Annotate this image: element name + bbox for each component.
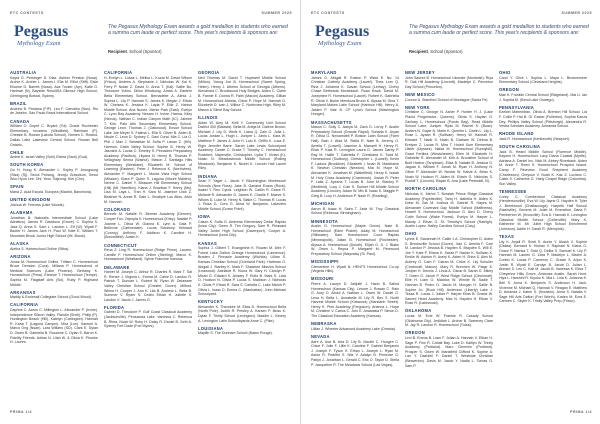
recipient-entry: Calum K. Sofia G. Andrews Elementary Cedar Rapids (Iowa City). Owen R. Tim Gregory. Sam R. Pleasant Valley Junior High School (Davenport). Cooper A. Homeschool (Iowa City).	[198, 219, 286, 238]
recipient-entry: Levi B. Emma B. Liam F. Julian A. Hannah V. Ethan H. Sage P. Finn R. Cobalt Bay. Luke D. Kaitlyn W. Trinity Academy (Portland). Marc Clemmin (Portland). Prosper S. Owen W. Mansfield Clifford K. Sophie A. Lan Y. Dashiell F. Daniel T. Westside Christian (Beaverton). Davis M. Jacob Y. Nadia L. Tomas G. Sam P.	[405, 336, 493, 368]
recipient-entry: Pierre A. Lauryn D. Jalijulth J. Harlo B. Salina Homeschool (Kansas City). Lenore J. Rowan C. Rain G. Aury O. Abdul A. Nathan L. Owen W. Daniel G. Lena H. Bella L. Annabelle M. Lily R. Bev S. North Harvest Middle School (Kirkwood) (Mandarin Street). Henry K. Pine Academy (Ferguson). Arianna L. Hope M. Christine V. Carlos C. Jorn E. Anastasia P. Simon D. The Classical Education Academy (Kansas).	[311, 281, 399, 319]
state-heading: RHODE ISLAND	[499, 131, 534, 137]
recipient-entry: Sean F. Yager L. Jacob Y. Bloomington Montessori Schools (New Ross). Jake B. Garland Evans (Rock). Isabel Y. Rev. Cyndi. Leighton W. Caitlin R. Grace R. Melanie R. Alexander D. James E. Charlie F. Maeve S. Wiloes D. Luke M. Henry N. Blake C. Thomas R. Lucas J. Rosa G. Cora G. Alma W. Benjamin. Lakeview Middle School (Crown Point).	[198, 179, 286, 211]
state-heading: KENTUCKY	[198, 299, 224, 305]
column-set	[311, 70, 592, 402]
recipient-entry: Ambel K. Israel Valley (Schl) Elsina (Sant) (Gud).	[10, 155, 89, 160]
page-footer	[311, 410, 592, 416]
recipient-entry: John Sacred B. Homeschool Ulcerate (Montclair). Riya R. Oak Hill Academy (Lincroft). Madelyn C. Princeton Day School (Princeton).	[405, 75, 493, 89]
column	[10, 70, 98, 402]
recipient-entry: James G. Abigail R. Easton P. Ward E. No. 14 Christian Cotterly Academy (Laurel). Thea Lum Q. Rina J. Johanna K. Gavan School (Lemay). Chevy Chase Bethesda Montessori. Ruan Kwok. David M. Josephine R. Homeschool (Laurel). Robert K. Gabriella R. Olivia V. Burke Mendoza Bruno K. Alyssa M. Gina T. Maryland Makes Latin School (Harbour Hill). Henry A. Jaiden P. Vale B. CP Lynch School (Washington Hunger).	[311, 75, 399, 117]
state-heading: CANADA	[10, 118, 30, 124]
recipient-format: School (Sponsor)	[129, 49, 162, 54]
state-heading: ARIZONA	[10, 253, 31, 259]
state-heading: GEORGIA	[198, 70, 220, 75]
state-heading: NORTH CAROLINA	[405, 186, 447, 192]
state-heading: SPAIN	[10, 184, 24, 190]
state-heading: NEW YORK	[405, 104, 430, 110]
recipient-entry: Connor A. Stamford School of Montague (Santa Fe).	[405, 97, 489, 102]
recipient-entry: Aaron B. Isaac H. Saira T. Jade W. Troy Classical School (Rebecca, Birmingham).	[311, 206, 399, 216]
recipient-entry: Andrew B. Pestana (FIP). Leo F. Carvalho (Nos). Rio de Janeiro, Sao Paulo Brazil International School.	[10, 106, 98, 116]
recipient-entry: Jack R. Homeschool (Kenilworth) (Newport).	[499, 136, 570, 141]
recipient-entry: Maddy & Ecclesall Collegiate School (Good Wood).	[10, 295, 92, 300]
state-heading: OREGON	[499, 87, 519, 93]
running-header	[10, 11, 292, 17]
state-heading: MICHIGAN	[311, 201, 335, 207]
state-heading: OREGON	[405, 330, 425, 336]
recipient-entry: Christine C. George N. Asher P. Hunter H. J. (Lake Placid Progressive, Queens). Olivia S. Haylan G. Zachary L. Homeschool (Ponds Bay). Read Middle School Lake, Juniper. Ryan M. Rachel S. (Boaz). Anders N. Gayle N. Marie K. Quentin L. Dariin L. Lily L. Rose L. Ayaan R. (Sullivan). Henry W. Hannah R. Edward T. Nadir S. Noah B. Graham W. Delma B. Erelyne Z. Lucas R. Mira T. Hulett Sum Elementary Ulster (Ulysses). Naisa M. Homeschool (Sunnyhill). Grant Fertibut (Westchester). Ellen M. Elizabeth H. Gabrielle R. Alexander M. Kirk A. Brookline School of Buhl Harbor (Tarrytown). Eliza B. Natalie B. Jessica G. Jaguar K. William F. Jonah M. Ryan H. Anthony N. Oliver P. Alexander W. Neofar W. Kaisle A. Brian K. Noah W. Hudson R. Aiden M. Edwin G. Nicholas S. Rudolf T. (Lincoln). Rayan B. Ana (Lake Peekskill, N).	[405, 110, 493, 184]
logo-word: Pegasus	[315, 23, 370, 40]
state-heading: DELAWARE	[104, 264, 130, 270]
state-heading: CALIFORNIA	[104, 70, 133, 75]
state-heading: COLORADO	[104, 206, 131, 212]
recipient-entry: Harriet M. Joseph C. Arthur R. Charles R. Mark T. Sal R. Renee J. Virginia L. Emma M. Caine D. Landon R. Patrick T. Duncan L. Robert W. Ryan W. Delaware Valley Christian School (Chester, Dover). Milford. Wilma H. Cooper J. Ann K. Lila B. Andrew L. Bella B. Summer V. Ryder S. Cedric Ethan H. Juliette S. Landon V. Jacob J. James G.	[104, 270, 192, 302]
intro-blurb: The Pegasus Mythology Exam awards a gold medallion to students who earned a summa cum laude or perfect score. This year's recipients & sponsors are:	[108, 24, 288, 37]
recipient-entry: Carol Y. Olive I. Sophia L. Maya L. Brownsmere Elementary School (Cleveland Heights).	[499, 75, 587, 85]
header-left-title: ETC CONTESTS	[10, 11, 44, 15]
recipient-entry: Austin D. Homeschool (Maple Grove). Nate B. Homeschool (Eden Prairie). Adaly M. Homeschool (Stillwater). Sam Homeschool Coon Rapids (Minneapolis). Julian B. Homeschool (Rochester). Alyssa A. Homeschool (Duluth). Elijah G. Ji. J. Blake W. Owen L. Reyna P. Margaret M. Pinewood Preparatory School (Wayzata) (St. Paul).	[311, 224, 399, 256]
state-heading: ARKANSAS	[10, 289, 36, 295]
column	[499, 70, 587, 402]
recipient-entry: Daphne C. Aaron C. Millington L. Alexander P. (Irvine). Independence Silicon Valley. Flandin (Sixth). Philip (P). Huntington Beach (HB). Katelyn (Carlington). Hannah R. Karla T. (Laguna Canyon). Mira (Lnn). Samuel A. Marco Ong (Nsan). Lara Willans (SD). Clark E. Dylan D. Owen B. Gabriella B. Rosanne C. Dylan S. Baron K. Fidelity Friends. Adrian N. Lilah W. & Olivia K. Phoebe H. Lauren.	[10, 308, 98, 345]
state-heading: TENNESSEE	[499, 189, 527, 195]
pegasus-logo	[315, 24, 379, 54]
state-heading: CONNECTICUT	[104, 242, 138, 248]
headline	[311, 22, 592, 64]
column	[405, 70, 493, 402]
recipient-entry: Jonas M. Homeschool Online. Triflam C. Homeschool Bruce Dension (Cora). Millana P. Homeschool of Medical Sciences (Lake Phoenix). Bethany K. Homeschool (Pima). Eleanor T. Homeschool (Tempe). Sophia M. Flagstaff Arts (Sci). Ruby P. Highland Middle.	[10, 259, 98, 287]
recipient-entry: Gabriel D. Theodore P. Gulf Coast Classical Academy (Jacksonville). Pensacola Lake. Vanessa C. Rebecca B. Rhea. Noah W. Ruby H. Daisy R. Daniel B. Seth A. Sydney Fort Dade (Fort Myers).	[104, 310, 192, 329]
state-heading: SOUTH CAROLINA	[499, 144, 541, 150]
recipient-entry: William O. Dupré C. Bryant (Tol). Grade Rochester Elementary, Invaders (Windfield). Rainham (P). Chessie B. Rowan (Lakota School). Nomen C. Roland, Dallas Lake Lakeview Central School. Rowan Bell Ontario.	[10, 124, 98, 147]
state-heading: SOUTH KOREA	[10, 162, 44, 168]
recipient-entry: Maria Z. Aula Escola, Europea (Madrid, Barcelona).	[10, 190, 93, 195]
recipient-entry: Lucas M. Evie W. Frankie R. Casady School (Oklahoma City). Jedidiah L. Archer B. Sweeney Clare M. Jay R. Landon R. Homeschool (Tulsa).	[405, 314, 493, 328]
state-heading: INDIANA	[198, 173, 218, 179]
recipient-entry: Corey C. Cumberland Classical Academy (Hendersonville). Eva W. Lily Jayne G. Hayden H. Tyler J. Brentwood (Chattanooga). Harpeth Hall School (Nashville). Gemma M. Juliet M. Emmeline. Dana F. Pemberton W. (Knoxville). Eva D. Hannah K. Lexington Classical Middle School (Collierville). Mary K. Katherine M. Mt. Juliet High School Enrichment (Johnson). Addie H. Sarah R. (Memphis).	[499, 194, 587, 231]
recipient-entry: Rena Z. Ling R. Homeschool (Ridge Prime). Lauren. Camille F. Homeschool Online (Sterling). Marco K. Homeschool (Westland). Sylvie Francine Ivanova.	[104, 248, 192, 262]
recipient-entry: Mason C. Sully C. Aanya M. Zach D. Leroy F. Austin Preparatory School (Grande Rapid). Suhada K. Aryan R. Olivia G. Nnwamdeli P. Boston Latin School (Farm Hall). Bain J. Aida M. Stella R. Nate B. Jeremy G. Amelia T. (Lowell). Jasmine A. Maxwell H. Henry R. Eliah P. Kaia R. Lexington Laura D. James Darby P. Ray M. Hallie T. Gabriella F. Christiana K. Todd M. Homeschool (Sudbury). Christopher L. (Lowell). Kevin F. Ladora (Brookline). Elizabeth I. Noah W. Madelaine K. Newton Christian (Newton). Mia M. Hope M. Alexander K. Jonathan M. (Wakefield). Henry K. Isaiah M. Holy Cross Academy (Cranbrook). Josiah R. Peter F. Laila Z. Ayesha T. Lucas B. Jose M. Stanley P. (Medfield). Lucy J. Cole S. Sunset Hill Middle School Academy (Lincoln). Adam W. Mix B. Isaac K. Maggie P. Greg B. Lucy H. Anderson P. Nash R. (Reading).	[311, 125, 399, 199]
recipient-entry: Jack B. Heard Middle School (Florence Middle). Kaysen H. Homeschool. Lacy Diana Coastal (Myrtle). Adriana A. Daniel Inc. Nick M. Abbey Riverbank. Aiden M. Anne T. Reed S. Homeschool Prospect Island. Camp F. Pineview Good Shepherd Academy (Charleston). Greyson V. Noah K. Kaz Z. Luciano C. Caleb S. Catherine G. Yaely Chapel Ridge (Columbia). Sun Valley.	[499, 149, 587, 186]
state-heading: MINNESOTA	[311, 218, 338, 224]
recipient-entry: Sophia J. Gilbert T. Evangeline K. Rowan M. Alex F. Forest Lake Dalton Grange Homeschool (Lawrence). Braden J. Pinnacle Academy (Wichita). Lillian S. Kansas Christian School (Overland Park). Hartman G. Abigail J. Stanley K. Mark F. Shawnee Mission School (Leawood). Adelaide R. Kiona W. Gary H. Carolyn P. Micah G. Edward K. Ainsley F. Rollo B. Mark S. Lara O. Hudson N. Olivia P. Lucas S. Madison J. Nicholas K. Olivia P. Ethan R. Sara S. Carlotta C. Lake Michel P. Olivia L. Isaac D. Emma C. (Manhattan). John Michael Schoolyard.	[198, 246, 286, 297]
state-heading: PENNSYLVANIA	[499, 104, 535, 110]
recipient-entry: Maylith S. The Dunham School (Baton Rouge).	[198, 331, 273, 336]
state-heading: UNITED KINGDOM	[10, 197, 51, 203]
logo-sub: Mythology Exam	[17, 40, 61, 47]
recipient-entry: Lynne E. Savannah H. Callie J.A. Christopher D. Aiden S. Brecksville School (Dover). Jian C. Amelia F. Cole M. Landon P. Jessica B. Hayden S. Brayden S. Will E. Joe Y. Kate P. Eliana K. Sarah P. Harlan K. Sullivan K. Emilie W. Ashton R. Avery K. Aiden H. Shira S. Alex M. Aubrey G. Cam F. Ciaran M. Chloe K. Lily Schuller (Cincinnati, Mason). Mary R. Brennen W. Paige K. Juniper H. Dennis J. Linus A. Oscar B. Sarah G. Mikey T. Owen G. Jacob P. West Ridge School (Cincinnati). Ellie H. Liam O. Maddox W. Winnie W. Sadie T. Hannah B. Pedro D. Jacob M. Morgan H. Sallie B. Sophie Jo. (Rock Hill). Anderson (Liberty) Lake J. Tessa R. Lucas J. Julian P. Harper Elias B. Gracie W. Sacred Heart Academy. Max N. Hayden H. Ethan V. Rose R. (Lakewood).	[405, 236, 493, 306]
recipient-entry: H. Evelyn L. Lukas L. Mélisa L. Kuzat M. David Wilson (Frisco). Andrew A. Stephanie J. Nicholas W. Kal K. Ferry P. Nolan Z. David O. Anna T. (Kal). Sallie Bo. Theodore Yulino. Dillon Windsong. Aman A. Eastern Bella Elementary School. Bernadette A. Alexa J. Sophia L. Lily P. Hannah S. James K. Megan J. Ethan W. Chelsea K. Jessica K. Layla P. Ellie Z. Harbor Middle School. Ana Nunez. Menlo Park (East). Evelyn C. Lyon Bay Academy. Nesaro H. Irvine. Hanna, Kiley (Nexus). Nathan C. Indian Canyon Math (IC). Jaimee T. Kim. Palo Alto Secondary Elementary School. George Leon. Thomas J. (Oakwood). Ensue School Lake Joe Meyer S. Fatima L. Ella S. Oliver B. Alden B. Nicole C. Leon D. Sydney C. Dani Coral. Mia C. Lia G. Phil J. Max J. Sebastian M. Sofia P. Lanan Z. (Hill). Harmon. Grain Valley School. Sophie B. Henry W. Jasmine A. Lucas C. Emeley S. Pinnacles Preparatory Academy (Pacifica). Lilyana N. Henry B. Thomas P. Vellaghary Senna (Walnut). Mason J. Santiago Hills Elementary (Westlake). Elizabeth M. School of Learning (Eastern). Peter J. Rebecca K. (Northview). Alexander F. Margaret L. Monta Vista High School (Mission). Kiara P. Quinn S. Laguna (Mount Maiden). Nerine C. Daniel Y. Blossom Hill Elementary School (Hill) (Mt. Hamilton). Kiana J. Brazilian F. Henry (Ms). Lisa M. Laya L. Tran H. Sara M. Jasmine Lilah Z. Beatrice N. Annie R. Gale L. Smallpie Los Altos. Alvin M. Hannah.	[104, 75, 192, 204]
state-heading: ILLINOIS	[198, 114, 218, 120]
state-heading: ALASKA	[10, 241, 29, 247]
recipient-entry: Lily K. Anjali R. Sristi S. Annie Y. Akash V. Sophie (Dallas). Bernard K. Kishan V. Raphael N. Kiana G. Grace P. Nishka T. Sidd Q. Dellta S. Samuel K. Lily P. Hannah M. Lauren G. Zara P. Madelyn L. Maxim A. Corbin K. Lucas P. Cameron C. Gracie S. Arjun K. Justin R. Wyatt E. Carolyn B. Jacob D. Julian L. Ahmed S. Leo C. Kali M. Jacob B. Vanessa K. Elisa T. Cheyenne Hills Grove, Ambrose Austin. Sarah Hunt. Hiya L. Harshini R. Kiyoko K. Mia L. Lola K. Julianna K. Bell S. Anna K. Benjamin S. Anderson H. Jack. Vivienne M. Michael Q. Hannah V. Reagan E. Matthew D. Amanda J. Katrin S. (Houston). Anna S. Natalia V. Sage Hill Arts Dalton (Fort Worth). Kaden M. Ezra E. Carmen C. Skyler K. Trinity Valley Prep (Frisco).	[499, 239, 587, 304]
recipient-entry: Jonathan B. Naturalis Intermediate School (Lake Adriatics). James R. Davidson (Grove). C. Sophia S. Jack Q. Anna S. Sam L. Landon L. Elf (W). Wyatt F. Baxter H. James Jack H. Paul W. Kate E. William T. Mountain Brook Junior High School (Mt. Brook).	[10, 215, 98, 238]
recipient-entry: Aletha S. Homeschool Online (Sitka).	[10, 246, 70, 251]
legend-line: Recipient, School (Sponsor)	[409, 49, 463, 54]
logo-word: Pegasus	[14, 23, 69, 40]
recipient-entry: Mae K. Franklin Central School (Ridgeland). Mai Li. Ian J. Sophia M. (Bend Lake Oswego).	[499, 92, 587, 102]
state-heading: MARYLAND	[311, 70, 337, 75]
state-heading: CALIFORNIA	[10, 302, 39, 308]
state-heading: FLORIDA	[104, 304, 125, 310]
footer-folio: PRIMA 1/4	[10, 410, 32, 414]
state-heading: NEBRASKA	[311, 321, 337, 327]
page-right	[300, 0, 600, 424]
recipient-entry: Bennett M. Natalie R. Berean Academy (Denver). Cooper Fox. Olympia K. Homeschool (Kirby). Natalie P. Joanne L. Olivia W. Gianna E. Lynn A. Gaia P. Bellevue (Carbondale). Lucas Stanbury. Kirkland (Conroy). Anthony F. Addison K. Caroline H. (Broomfield). Austin K.	[104, 212, 192, 240]
pegasus-logo	[14, 24, 78, 54]
logo-sub: Mythology Exam	[318, 40, 362, 47]
header-right-title: SUMMER 2025	[261, 11, 292, 15]
recipient-label: Recipient	[409, 49, 428, 54]
state-heading: LOUISIANA	[198, 325, 224, 331]
intro-blurb: The Pegasus Mythology Exam awards a gold medallion to students who earned a summa cum laude or perfect score. This year's recipients & sponsors are:	[409, 24, 589, 37]
state-heading: CHILE	[10, 149, 24, 155]
recipient-format: School (Sponsor)	[430, 49, 463, 54]
page-footer	[10, 410, 292, 416]
recipient-entry: Aiden W. Amy M. Kirill Y. Community Unit School District 300 (Batavia). Bella M. Arieja M. Dalene Brown. Michael J. Lily D. Wells K. Liana Q. Zain O. Julia L. Lucas Jordan L. Hugh L. Juniper L. Janis L. Kara W. Matthew F. James & John H. Lulu K. Griffin K. Luca E. Elgin Jennifer Barre. Sarah Lake Lewis Schoolyard Academy. Daniel C. Grace T. Timothy C. Homeschool Rockford, Naperville, Christopher. Lydia T. Vivian (K). Nolan N. Meadowbrook Middle School (Rolling Meadows). Benjamin K. Nickel K. Lincoln Hall Laurel Riley.	[198, 120, 286, 171]
state-heading: KANSAS	[198, 240, 218, 246]
recipient-entry: Ned Thomas M. David T. Hopewell Middle School (Milton). Young Joe B. Homeschool (Sweet Spring, Helen). Henry J. Athens School of Georgia (Athens). Alexandra C. Brookwood Holy Bridges. Aiden C. Claire B. Fannie E. Donna R. Faith (Macon) Academy. Gillian M. Homeschool Atlanta, Chloe P. Hope M. Hannah D. Elizabeth D. Ivan J. Wilbur C. Northview High. Riley M. Mason & Silent Bay School.	[198, 75, 286, 112]
state-heading: IOWA	[198, 214, 211, 219]
state-heading: OKLAHOMA	[405, 308, 432, 314]
header-left-title: ETC CONTESTS	[311, 11, 345, 15]
state-heading: NEW JERSEY	[405, 70, 435, 75]
header-right-title: SUMMER 2025	[561, 11, 592, 15]
recipient-entry: Adre A. Ava B. Aria D. Lily B. Nicolle C. Hoogen C. Chloe F. Julie F. Lillie K. Caroline F. Gabriel Benjamin J. Joseph F. Tyson K. Ethan L. Joseph L. Ryan M. Aston R. Pedrithi S. Nils V. Adalyn B. Primrose G. Paityn J. Jonathan L. Gerald C. Eric O. Taylor D. Stella P. Jacqueline R. The Meadows School (Las Vegas).	[311, 339, 399, 367]
state-heading: OHIO	[405, 231, 417, 237]
footer-folio: PRIMA 1/4	[570, 410, 592, 414]
recipient-entry: Clementine H. Wyatt N. HENTS Homeschool Co-op (Virginia Hills).	[311, 264, 399, 274]
headline	[10, 22, 292, 64]
state-heading: MISSISSIPPI	[311, 258, 339, 264]
state-heading: NEVADA	[311, 334, 330, 340]
state-heading: MASSACHUSETTS	[311, 119, 352, 125]
column	[104, 70, 192, 402]
state-heading: OHIO	[499, 70, 511, 75]
column	[311, 70, 399, 402]
state-heading: AUSTRALIA	[10, 70, 37, 75]
recipient-entry: Joshua W. Ferrows (Lisle Woods).	[10, 202, 65, 207]
recipient-entry: Lillian J. Wheeler Advanced Academy Lake (Omaha).	[311, 326, 396, 331]
column	[198, 70, 286, 402]
state-heading: MISSOURI	[311, 276, 334, 282]
column-set	[10, 70, 292, 402]
legend-line: Recipient, School (Sponsor)	[108, 49, 162, 54]
recipient-entry: Nicholas K. Mehol T. Boraiah Prince Ridge Classical Academy (Fayetteville). Tariq H. Isabella H. Aiden K. Drew M. Zak M. Joshua M. Gabriel R. Hayes M. Alexander Covenant Day Middle School (Matthews). Howell S. Homeschool. Jackson G. Alex D. Chevy Cobb School (Wake Forest). Evelyn M. Harper L. Mandy J. Ethan G. St. Timothy's School (Raleigh). Austin Lopez. Halley Carolina School (Cary).	[405, 192, 493, 229]
state-heading: ALABAMA	[10, 210, 33, 215]
state-heading: BRAZIL	[10, 101, 27, 107]
recipient-entry: Alexander K. Theodore M. Elias D. Homeschool Bella (North Pole). Judith R. Presley A. Karsen P. Beau K. Dylan F. Trinity School (Lexington). Maddie L. Kinsey A. Lexington Latin Schoolbyards Anne C. (Pike).	[198, 304, 286, 323]
state-heading: TEXAS	[499, 233, 515, 239]
recipient-entry: Gu H. Hong K. Alexander L. Sophy P. Jeongsung (Sisa) (Sj). Seoul Pohang, Jeonju Guwolsun, Seoul Woo Hyun Lee. Ohi. Yeon Tiajeong, Kim (Chn).	[10, 168, 98, 182]
recipient-entry: Ezekiel Mahendran. Olivia A. Brenton Hill School. Lia F. Collin P. Hai B. Gi. Easter (Fullerton). Sophia Kanza Dey. Phillips Valley School (Pittsburgh). Alexandra R. Vestra Scholars Academy. Armanda School.	[499, 110, 587, 129]
state-heading: NEW MEXICO	[405, 91, 435, 97]
running-header	[311, 11, 592, 17]
recipient-entry: Kayla G. Persinger D. Diaz. Ashton Preston (Nosa). Archie K. Archer L. James I. Ella M. Elliot (Stiff). Elsie Elsome D. Barrett (Nosa). Ava Tucker (Ayr). Katie D. Harlowe (N). Bayside ResultSA Gilmour High School, Gerringong Bowral, Sydney.	[10, 75, 98, 98]
recipient-label: Recipient	[108, 49, 127, 54]
